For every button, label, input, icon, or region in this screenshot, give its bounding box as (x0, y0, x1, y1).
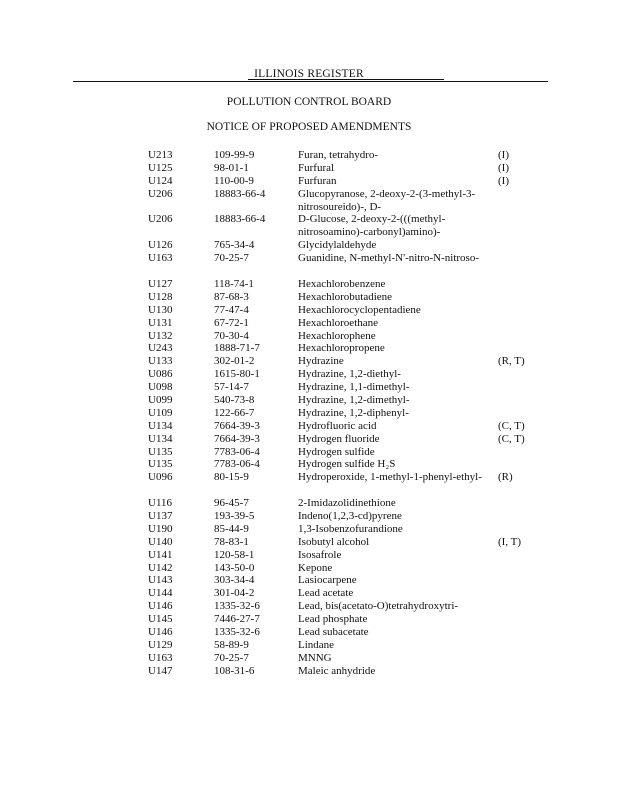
substance-name: Hydroperoxide, 1-methyl-1-phenyl-ethyl- (298, 471, 482, 484)
waste-code: U140 (148, 535, 173, 548)
cas-number: 7664-39-3 (214, 419, 260, 432)
table-row (0, 149, 618, 162)
substance-name: Maleic anhydride (298, 664, 376, 677)
table-row (0, 549, 618, 562)
waste-code: U213 (148, 149, 173, 161)
waste-code: U145 (148, 613, 173, 626)
substance-name: 1,3-Isobenzofurandione (298, 522, 403, 535)
table-row (0, 433, 618, 446)
waste-code: U134 (148, 419, 173, 432)
waste-table (0, 149, 618, 678)
substance-name: Hexachlorobenzene (298, 277, 386, 290)
table-row (0, 665, 618, 678)
substance-name: Isosafrole (298, 548, 342, 561)
waste-code: U124 (148, 174, 173, 187)
substance-name: Lead subacetate (298, 626, 369, 639)
cas-number: 78-83-1 (214, 535, 249, 548)
substance-name: Hexachloroethane (298, 316, 379, 329)
waste-code: U109 (148, 406, 173, 419)
cas-number: 87-68-3 (214, 290, 249, 303)
waste-code: U086 (148, 368, 173, 381)
substance-name: Indeno(1,2,3-cd)pyrene (298, 510, 402, 522)
waste-code: U146 (148, 600, 173, 613)
substance-name: Isobutyl alcohol (298, 535, 370, 548)
table-row (0, 239, 618, 252)
table-row (0, 291, 618, 304)
substance-name: Hydrogen sulfide H₂S (298, 458, 396, 471)
waste-code: U135 (148, 458, 173, 471)
table-row (0, 471, 618, 497)
substance-name: Hydrofluoric acid (298, 419, 377, 432)
substance-name: Lasiocarpene (298, 574, 357, 587)
waste-code: U131 (148, 316, 173, 329)
table-row (0, 175, 618, 188)
cas-number: 540-73-8 (214, 393, 255, 406)
table-row (0, 188, 618, 214)
cas-number: 1615-80-1 (214, 368, 260, 381)
table-row (0, 213, 618, 239)
cas-number: 96-45-7 (214, 497, 249, 510)
waste-code: U141 (148, 548, 173, 561)
waste-code: U099 (148, 393, 173, 406)
table-row (0, 613, 618, 626)
table-row (0, 523, 618, 536)
table-row (0, 162, 618, 175)
substance-name: Furan, tetrahydro- (298, 149, 379, 161)
cas-number: 303-34-4 (214, 574, 255, 587)
table-row (0, 510, 618, 523)
cas-number: 18883-66-4 (214, 213, 266, 226)
substance-name: Hydrogen fluoride (298, 432, 380, 445)
cas-number: 85-44-9 (214, 522, 249, 535)
cas-number: 7446-27-7 (214, 613, 260, 626)
cas-number: 80-15-9 (214, 471, 249, 484)
table-row (0, 536, 618, 549)
table-row (0, 317, 618, 330)
substance-name: Hexachlorobutadiene (298, 290, 393, 303)
cas-number: 108-31-6 (214, 664, 255, 677)
cas-number: 57-14-7 (214, 381, 249, 394)
cas-number: 70-25-7 (214, 651, 249, 664)
hazard-code: (R) (498, 471, 513, 484)
substance-name: Hexachlorophene (298, 329, 376, 342)
substance-name: Hydrazine, 1,2-dimethyl- (298, 393, 410, 406)
table-row (0, 497, 618, 510)
substance-name: Hydrogen sulfide (298, 445, 375, 458)
waste-code: U190 (148, 522, 173, 535)
table-row (0, 342, 618, 355)
notice-title: NOTICE OF PROPOSED AMENDMENTS (206, 121, 412, 133)
substance-name: Furfural (298, 161, 335, 174)
substance-name: Hydrazine, 1,2-diethyl- (298, 368, 401, 381)
table-row (0, 446, 618, 459)
waste-code: U125 (148, 161, 173, 174)
cas-number: 120-58-1 (214, 548, 255, 561)
waste-code: U130 (148, 303, 173, 316)
waste-code: U129 (148, 638, 173, 651)
waste-code: U133 (148, 355, 173, 368)
substance-name: Hydrazine (298, 355, 344, 368)
table-row (0, 252, 618, 278)
waste-code: U243 (148, 342, 173, 355)
waste-code: U116 (148, 497, 173, 510)
substance-name: Lead phosphate (298, 613, 368, 626)
header-rule (73, 81, 548, 82)
substance-name: Hydrazine, 1,2-diphenyl- (298, 406, 409, 419)
substance-name: Glycidylaldehyde (298, 239, 377, 252)
table-row (0, 278, 618, 291)
substance-name: Guanidine, N-methyl-N'-nitro-N-nitroso- (298, 252, 479, 265)
cas-number: 110-00-9 (214, 174, 254, 187)
table-row (0, 420, 618, 433)
waste-code: U128 (148, 290, 173, 303)
substance-name: Hexachloropropene (298, 342, 385, 355)
cas-number: 7664-39-3 (214, 432, 260, 445)
waste-code: U143 (148, 574, 173, 587)
cas-number: 1335-32-6 (214, 600, 260, 613)
cas-number: 7783-06-4 (214, 458, 260, 471)
substance-name: Lindane (298, 638, 335, 651)
table-row (0, 639, 618, 652)
hazard-code: (C, T) (498, 419, 525, 432)
cas-number: 109-99-9 (214, 149, 255, 161)
hazard-code: (I, T) (498, 535, 522, 548)
table-row (0, 458, 618, 471)
hazard-code: (R, T) (498, 355, 525, 368)
waste-code: U147 (148, 664, 173, 677)
waste-code: U144 (148, 587, 173, 600)
table-row (0, 330, 618, 343)
table-row (0, 407, 618, 420)
waste-code: U206 (148, 187, 173, 200)
substance-name: Hexachlorocyclopentadiene (298, 303, 421, 316)
cas-number: 118-74-1 (214, 277, 254, 290)
waste-code: U096 (148, 471, 173, 484)
substance-name: 2-Imidazolidinethione (298, 497, 396, 510)
waste-code: U137 (148, 510, 173, 522)
waste-code: U163 (148, 252, 173, 265)
cas-number: 1335-32-6 (214, 626, 260, 639)
waste-code: U135 (148, 445, 173, 458)
waste-code: U132 (148, 329, 173, 342)
cas-number: 70-25-7 (214, 252, 249, 265)
table-row (0, 626, 618, 639)
cas-number: 1888-71-7 (214, 342, 260, 355)
cas-number: 67-72-1 (214, 316, 249, 329)
waste-code: U134 (148, 432, 173, 445)
waste-code: U098 (148, 381, 173, 394)
waste-code: U127 (148, 277, 173, 290)
hazard-code: (I) (498, 161, 509, 174)
substance-name: D-Glucose, 2-deoxy-2-(((methyl-nitrosoamino)-carbonyl)amino)- (298, 213, 446, 239)
table-row (0, 355, 618, 368)
substance-name: MNNG (298, 651, 332, 664)
cas-number: 7783-06-4 (214, 445, 260, 458)
cas-number: 765-34-4 (214, 239, 255, 252)
hazard-code: (I) (498, 149, 509, 161)
title-underline (248, 79, 444, 80)
table-row (0, 381, 618, 394)
substance-name: Hydrazine, 1,1-dimethyl- (298, 381, 410, 394)
cas-number: 98-01-1 (214, 161, 249, 174)
cas-number: 18883-66-4 (214, 187, 266, 200)
substance-name: Lead, bis(acetato-O)tetrahydroxytri- (298, 600, 459, 613)
waste-code: U126 (148, 239, 173, 252)
cas-number: 122-66-7 (214, 406, 255, 419)
table-row (0, 368, 618, 381)
hazard-code: (C, T) (498, 432, 525, 445)
waste-code: U163 (148, 651, 173, 664)
cas-number: 58-89-9 (214, 638, 249, 651)
substance-name: Glucopyranose, 2-deoxy-2-(3-methyl-3-nitrosoureido)-, D- (298, 187, 476, 213)
waste-code: U142 (148, 561, 173, 574)
table-row (0, 394, 618, 407)
table-row (0, 304, 618, 317)
substance-name: Lead acetate (298, 587, 354, 600)
cas-number: 193-39-5 (214, 510, 255, 522)
table-row (0, 574, 618, 587)
board-name: POLLUTION CONTROL BOARD (226, 96, 392, 108)
table-row (0, 587, 618, 600)
waste-code: U206 (148, 213, 173, 226)
table-row (0, 652, 618, 665)
substance-name: Furfuran (298, 174, 337, 187)
substance-name: Kepone (298, 561, 333, 574)
table-row (0, 562, 618, 575)
register-title: ILLINOIS REGISTER (254, 68, 364, 80)
table-row (0, 600, 618, 613)
cas-number: 77-47-4 (214, 303, 249, 316)
waste-code: U146 (148, 626, 173, 639)
cas-number: 70-30-4 (214, 329, 249, 342)
cas-number: 143-50-0 (214, 561, 255, 574)
cas-number: 302-01-2 (214, 355, 255, 368)
cas-number: 301-04-2 (214, 587, 255, 600)
hazard-code: (I) (498, 174, 509, 187)
